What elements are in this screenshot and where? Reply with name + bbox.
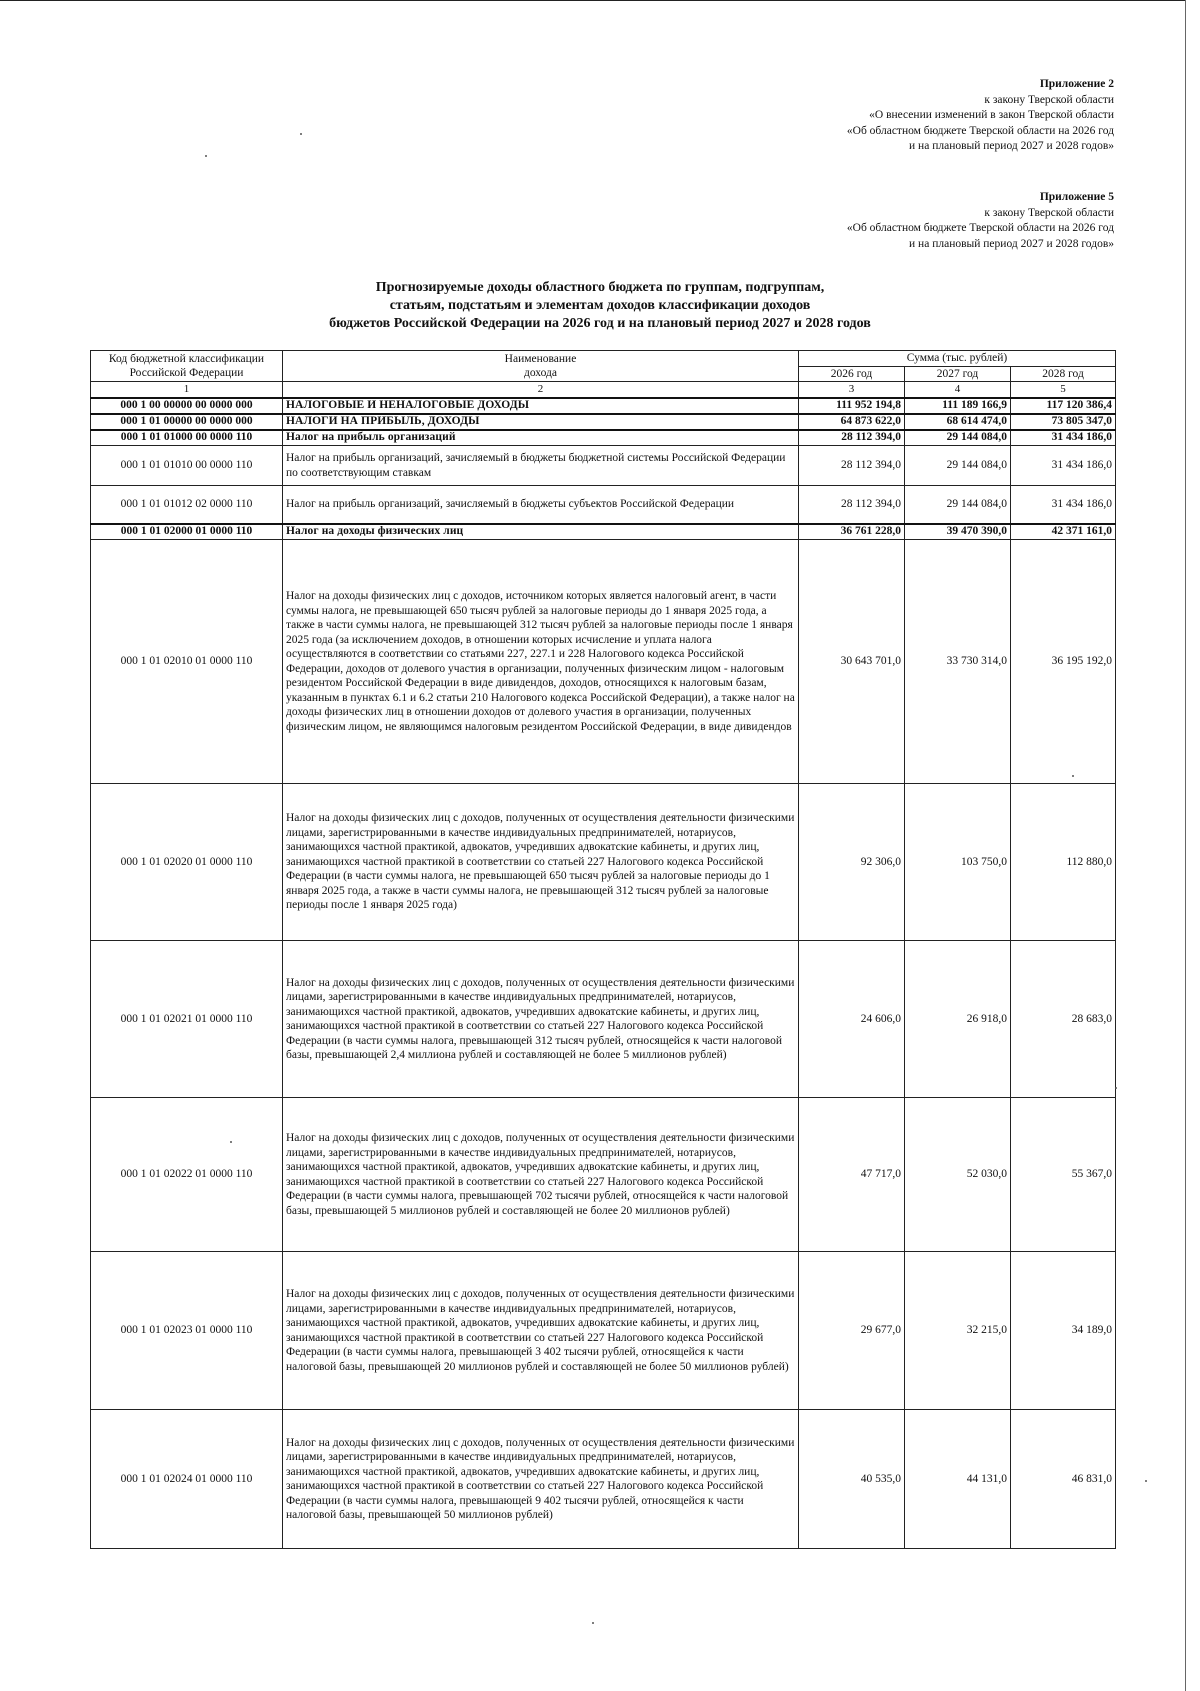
row-code: 000 1 01 01010 00 0000 110	[91, 446, 283, 486]
row-amount-2028: 42 371 161,0	[1011, 524, 1116, 540]
header-name-line: дохода	[523, 367, 557, 379]
row-amount-2026: 28 112 394,0	[799, 486, 905, 524]
row-name: НАЛОГИ НА ПРИБЫЛЬ, ДОХОДЫ	[283, 414, 799, 430]
appendix-5-line: к закону Тверской области	[984, 206, 1114, 219]
row-code: 000 1 01 02023 01 0000 110	[91, 1252, 283, 1410]
appendix-2-block	[847, 77, 1114, 155]
table-header-row	[91, 351, 1116, 367]
row-amount-2027: 68 614 474,0	[905, 414, 1011, 430]
scan-speck	[1145, 1480, 1147, 1482]
row-amount-2027: 29 144 084,0	[905, 430, 1011, 446]
table-row	[91, 446, 1116, 486]
row-amount-2028: 36 195 192,0	[1011, 540, 1116, 784]
column-number: 3	[799, 382, 905, 398]
row-code: 000 1 01 02000 01 0000 110	[91, 524, 283, 540]
row-amount-2027: 39 470 390,0	[905, 524, 1011, 540]
document-title-line: бюджетов Российской Федерации на 2026 год и на плановый период 2027 и 2028 годов	[329, 316, 871, 331]
row-amount-2027: 32 215,0	[905, 1252, 1011, 1410]
row-name: Налог на прибыль организаций	[283, 430, 799, 446]
row-code: 000 1 01 01000 00 0000 110	[91, 430, 283, 446]
row-amount-2026: 64 873 622,0	[799, 414, 905, 430]
row-code: 000 1 01 02022 01 0000 110	[91, 1098, 283, 1252]
row-amount-2028: 112 880,0	[1011, 784, 1116, 941]
row-amount-2027: 44 131,0	[905, 1410, 1011, 1549]
row-amount-2027: 33 730 314,0	[905, 540, 1011, 784]
row-amount-2028: 28 683,0	[1011, 941, 1116, 1098]
column-number: 2	[283, 382, 799, 398]
row-amount-2028: 46 831,0	[1011, 1410, 1116, 1549]
row-code: 000 1 01 02024 01 0000 110	[91, 1410, 283, 1549]
row-amount-2027: 103 750,0	[905, 784, 1011, 941]
header-sum: Сумма (тыс. рублей)	[799, 351, 1116, 367]
table-row	[91, 1410, 1116, 1549]
row-amount-2028: 31 434 186,0	[1011, 446, 1116, 486]
row-amount-2026: 30 643 701,0	[799, 540, 905, 784]
row-amount-2028: 34 189,0	[1011, 1252, 1116, 1410]
row-amount-2028: 117 120 386,4	[1011, 398, 1116, 414]
row-amount-2027: 52 030,0	[905, 1098, 1011, 1252]
row-name: Налог на доходы физических лиц	[283, 524, 799, 540]
row-amount-2027: 111 189 166,9	[905, 398, 1011, 414]
row-name: Налог на доходы физических лиц с доходов, полученных от осуществления деятельности физическими лицами, зарегистрированными в качестве индивидуальных предпринимателей, нотариусов, занимающихся частной практикой, адвокатов, учредивших адвокатские кабинеты, и других лиц, занимающихся частной практикой в соответствии со статьей 227 Налогового кодекса Российской Федерации (в части суммы налога, не превышающей 650 тысяч рублей за налоговые периоды до 1 января 2025 года, а также в части суммы налога, не превышающей 312 тысяч рублей за налоговые периоды после 1 января 2025 года)	[283, 784, 799, 941]
row-amount-2028: 55 367,0	[1011, 1098, 1116, 1252]
appendix-5-block	[847, 190, 1114, 252]
row-code: 000 1 00 00000 00 0000 000	[91, 398, 283, 414]
row-code: 000 1 01 02010 01 0000 110	[91, 540, 283, 784]
row-amount-2026: 92 306,0	[799, 784, 905, 941]
document-title-line: Прогнозируемые доходы областного бюджета по группам, подгруппам,	[375, 280, 825, 295]
scan-speck	[230, 1141, 232, 1143]
scan-speck	[1072, 775, 1074, 777]
header-code: Код бюджетной классификации Российской Федерации	[91, 351, 283, 382]
row-code: 000 1 01 02020 01 0000 110	[91, 784, 283, 941]
row-amount-2026: 24 606,0	[799, 941, 905, 1098]
row-amount-2027: 29 144 084,0	[905, 486, 1011, 524]
document-title	[0, 279, 1200, 333]
page-right-edge	[1185, 0, 1186, 1691]
row-amount-2026: 28 112 394,0	[799, 446, 905, 486]
scan-speck	[592, 1622, 594, 1624]
scan-speck	[300, 133, 302, 135]
table-row	[91, 1252, 1116, 1410]
row-amount-2026: 28 112 394,0	[799, 430, 905, 446]
table-row	[91, 784, 1116, 941]
table-row	[91, 941, 1116, 1098]
column-number: 1	[91, 382, 283, 398]
row-code: 000 1 01 01012 02 0000 110	[91, 486, 283, 524]
row-amount-2028: 31 434 186,0	[1011, 430, 1116, 446]
row-amount-2026: 40 535,0	[799, 1410, 905, 1549]
appendix-5-line: и на плановый период 2027 и 2028 годов»	[909, 237, 1114, 250]
table-row	[91, 1098, 1116, 1252]
document-title-line: статьям, подстатьям и элементам доходов классификации доходов	[389, 298, 811, 313]
row-code: 000 1 01 00000 00 0000 000	[91, 414, 283, 430]
row-amount-2028: 31 434 186,0	[1011, 486, 1116, 524]
revenue-table	[90, 350, 1116, 1549]
scan-speck	[1115, 1087, 1117, 1089]
appendix-2-heading: Приложение 2	[1039, 78, 1114, 90]
row-name: Налог на прибыль организаций, зачисляемый в бюджеты субъектов Российской Федерации	[283, 486, 799, 524]
scan-speck	[205, 155, 207, 157]
appendix-2-line: «Об областном бюджете Тверской области на 2026 год	[846, 124, 1114, 137]
row-name: Налог на доходы физических лиц с доходов, источником которых является налоговый агент, в части суммы налога, не превышающей 650 тысяч рублей за налоговые периоды до 1 января 2025 года, а также в части суммы налога, не превышающей 312 тысяч рублей за налоговые периоды после 1 января 2025 года (за исключением доходов, в отношении которых исчисление и уплата налога осуществляются в соответствии со статьями 227, 227.1 и 228 Налогового кодекса Российской Федерации, доходов от долевого участия в организации, полученных физическим лицом - налоговым резидентом Российской Федерации в виде дивидендов, доходов, относящихся к налоговым базам, указанным в пунктах 6.1 и 6.2 статьи 210 Налогового кодекса Российской Федерации), а также налог на доходы физических лиц в отношении доходов от долевого участия в организации, полученных физическим лицом, не являющимся налоговым резидентом Российской Федерации, в виде дивидендов	[283, 540, 799, 784]
column-number-row	[91, 382, 1116, 398]
appendix-2-line: «О внесении изменений в закон Тверской области	[869, 109, 1114, 121]
row-amount-2026: 36 761 228,0	[799, 524, 905, 540]
header-year-2028: 2028 год	[1011, 366, 1116, 382]
column-number: 4	[905, 382, 1011, 398]
table-row	[91, 524, 1116, 540]
header-year-2027: 2027 год	[905, 366, 1011, 382]
table-row	[91, 398, 1116, 414]
page-top-rule	[0, 0, 1185, 1]
header-name-line: Наименование	[504, 352, 577, 365]
appendix-5-line: «Об областном бюджете Тверской области на 2026 год	[846, 222, 1114, 234]
row-amount-2027: 26 918,0	[905, 941, 1011, 1098]
row-code: 000 1 01 02021 01 0000 110	[91, 941, 283, 1098]
row-amount-2028: 73 805 347,0	[1011, 414, 1116, 430]
column-number: 5	[1011, 382, 1116, 398]
row-amount-2026: 29 677,0	[799, 1252, 905, 1410]
row-name: Налог на доходы физических лиц с доходов, полученных от осуществления деятельности физическими лицами, зарегистрированными в качестве индивидуальных предпринимателей, нотариусов, занимающихся частной практикой, адвокатов, учредивших адвокатские кабинеты, и других лиц, занимающихся частной практикой в соответствии со статьей 227 Налогового кодекса Российской Федерации (в части суммы налога, превышающей 3 402 тысячи рублей, относящейся к части налоговой базы, превышающей 20 миллионов рублей и составляющей не более 50 миллионов рублей)	[283, 1252, 799, 1410]
appendix-2-line: и на плановый период 2027 и 2028 годов»	[909, 140, 1114, 152]
table-row	[91, 540, 1116, 784]
row-amount-2026: 111 952 194,8	[799, 398, 905, 414]
row-name: Налог на прибыль организаций, зачисляемый в бюджеты бюджетной системы Российской Федерации по соответствующим ставкам	[283, 446, 799, 486]
row-name: Налог на доходы физических лиц с доходов, полученных от осуществления деятельности физическими лицами, зарегистрированными в качестве индивидуальных предпринимателей, нотариусов, занимающихся частной практикой, адвокатов, учредивших адвокатские кабинеты, и других лиц, занимающихся частной практикой в соответствии со статьей 227 Налогового кодекса Российской Федерации (в части суммы налога, превышающей 9 402 тысячи рублей, относящейся к части налоговой базы, превышающей 50 миллионов рублей)	[283, 1410, 799, 1549]
table-row	[91, 486, 1116, 524]
table-row	[91, 414, 1116, 430]
row-name: Налог на доходы физических лиц с доходов, полученных от осуществления деятельности физическими лицами, зарегистрированными в качестве индивидуальных предпринимателей, нотариусов, занимающихся частной практикой, адвокатов, учредивших адвокатские кабинеты, и других лиц, занимающихся частной практикой в соответствии со статьей 227 Налогового кодекса Российской Федерации (в части суммы налога, превышающей 312 тысяч рублей, относящейся к части налоговой базы, превышающей 2,4 миллиона рублей и составляющей не более 5 миллионов рублей)	[283, 941, 799, 1098]
row-amount-2026: 47 717,0	[799, 1098, 905, 1252]
row-name: НАЛОГОВЫЕ И НЕНАЛОГОВЫЕ ДОХОДЫ	[283, 398, 799, 414]
appendix-2-line: к закону Тверской области	[984, 93, 1114, 106]
row-amount-2027: 29 144 084,0	[905, 446, 1011, 486]
row-name: Налог на доходы физических лиц с доходов, полученных от осуществления деятельности физическими лицами, зарегистрированными в качестве индивидуальных предпринимателей, нотариусов, занимающихся частной практикой, адвокатов, учредивших адвокатские кабинеты, и других лиц, занимающихся частной практикой в соответствии со статьей 227 Налогового кодекса Российской Федерации (в части суммы налога, превышающей 702 тысячи рублей, относящейся к части налоговой базы, превышающей 5 миллионов рублей и составляющей не более 20 миллионов рублей)	[283, 1098, 799, 1252]
table-row	[91, 430, 1116, 446]
header-year-2026: 2026 год	[799, 366, 905, 382]
header-name	[283, 351, 799, 382]
appendix-5-heading: Приложение 5	[1039, 191, 1114, 203]
